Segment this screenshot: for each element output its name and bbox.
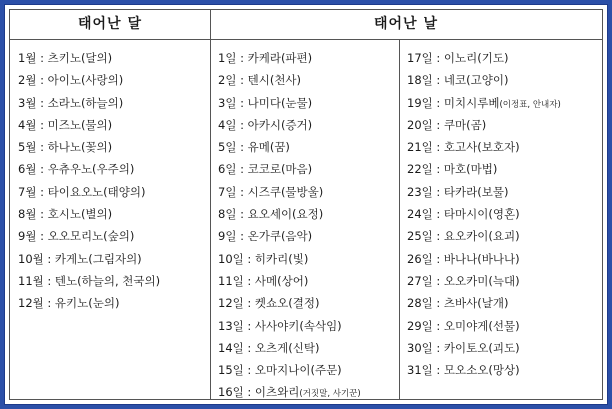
day-row: 10일 : 히카리(빛) xyxy=(218,251,309,266)
day-row: 24일 : 타마시이(영혼) xyxy=(407,207,520,222)
day-row: 20일 : 쿠마(곰) xyxy=(407,117,487,132)
day-row: 23일 : 타카라(보물) xyxy=(407,184,509,199)
day-row: 22일 : 마호(마법) xyxy=(407,162,498,177)
month-row: 4월 : 미즈노(물의) xyxy=(18,117,113,132)
day-16-main: 16일 : 이츠와리 xyxy=(218,385,300,400)
day-row: 27일 : 오오카미(늑대) xyxy=(407,273,520,288)
month-row: 12월 : 유키노(눈의) xyxy=(18,296,120,311)
day-row: 26일 : 바나나(바나나) xyxy=(407,251,520,266)
month-row: 3월 : 소라노(하늘의) xyxy=(18,95,124,110)
day-row: 28일 : 츠바사(날개) xyxy=(407,296,509,311)
day-row: 1일 : 카케라(파편) xyxy=(218,51,313,65)
month-row: 5월 : 하나노(꽃의) xyxy=(18,140,113,155)
day-row: 21일 : 호고사(보호자) xyxy=(407,140,520,155)
inner-frame xyxy=(4,4,608,405)
day-row: 11일 : 사메(상어) xyxy=(218,273,309,288)
month-row: 1월 : 츠키노(달의) xyxy=(18,51,113,65)
day-row: 14일 : 오츠게(신탁) xyxy=(218,340,320,355)
day-row: 15일 : 오마지나이(주문) xyxy=(218,363,342,378)
day-19-main: 19일 : 미치시루베 xyxy=(407,95,500,110)
name-table xyxy=(9,9,603,400)
day-row: 6일 : 코코로(마음) xyxy=(218,162,313,177)
month-row: 7월 : 타이요오노(태양의) xyxy=(18,184,146,199)
month-row: 11월 : 텐노(하늘의, 천국의) xyxy=(18,273,161,288)
day-row-19 xyxy=(407,92,602,114)
month-column xyxy=(10,39,210,399)
table-header xyxy=(10,10,602,40)
day-row: 29일 : 오미야게(선물) xyxy=(407,318,520,333)
day-row: 7일 : 시즈쿠(물방울) xyxy=(218,184,324,199)
day-19-note: (이정표, 안내자) xyxy=(499,99,561,110)
day-row: 3일 : 나미다(눈물) xyxy=(218,95,313,110)
month-row: 2월 : 아이노(사랑의) xyxy=(18,73,124,88)
day-row: 2일 : 텐시(천사) xyxy=(218,73,302,88)
day-row: 18일 : 네코(고양이) xyxy=(407,73,509,88)
day-row: 17일 : 이노리(기도) xyxy=(407,51,509,65)
day-row: 30일 : 카이토오(괴도) xyxy=(407,340,520,355)
day-row-16 xyxy=(218,381,399,403)
day-column-1 xyxy=(210,39,399,399)
day-row: 5일 : 유메(꿈) xyxy=(218,140,290,155)
month-row: 8월 : 호시노(별의) xyxy=(18,207,113,222)
month-row: 10월 : 카게노(그림자의) xyxy=(18,251,142,266)
day-row: 12일 : 켓쇼오(결정) xyxy=(218,296,320,311)
day-row: 9일 : 온가쿠(음악) xyxy=(218,229,313,244)
day-16-note: (거짓말, 사기꾼) xyxy=(299,389,361,400)
header-birth-day: 태어난 날 xyxy=(374,16,438,32)
day-row: 4일 : 아카시(증거) xyxy=(218,117,313,132)
day-column-2 xyxy=(399,39,602,399)
day-row: 31일 : 모오소오(망상) xyxy=(407,363,520,378)
day-row: 8일 : 요오세이(요정) xyxy=(218,207,324,222)
month-row: 9월 : 오오모리노(숲의) xyxy=(18,229,135,244)
header-birth-month: 태어난 달 xyxy=(78,16,142,32)
day-row: 13일 : 사사야키(속삭임) xyxy=(218,318,342,333)
month-row: 6월 : 우츄우노(우주의) xyxy=(18,162,135,177)
day-row: 25일 : 요오카이(요괴) xyxy=(407,229,520,244)
